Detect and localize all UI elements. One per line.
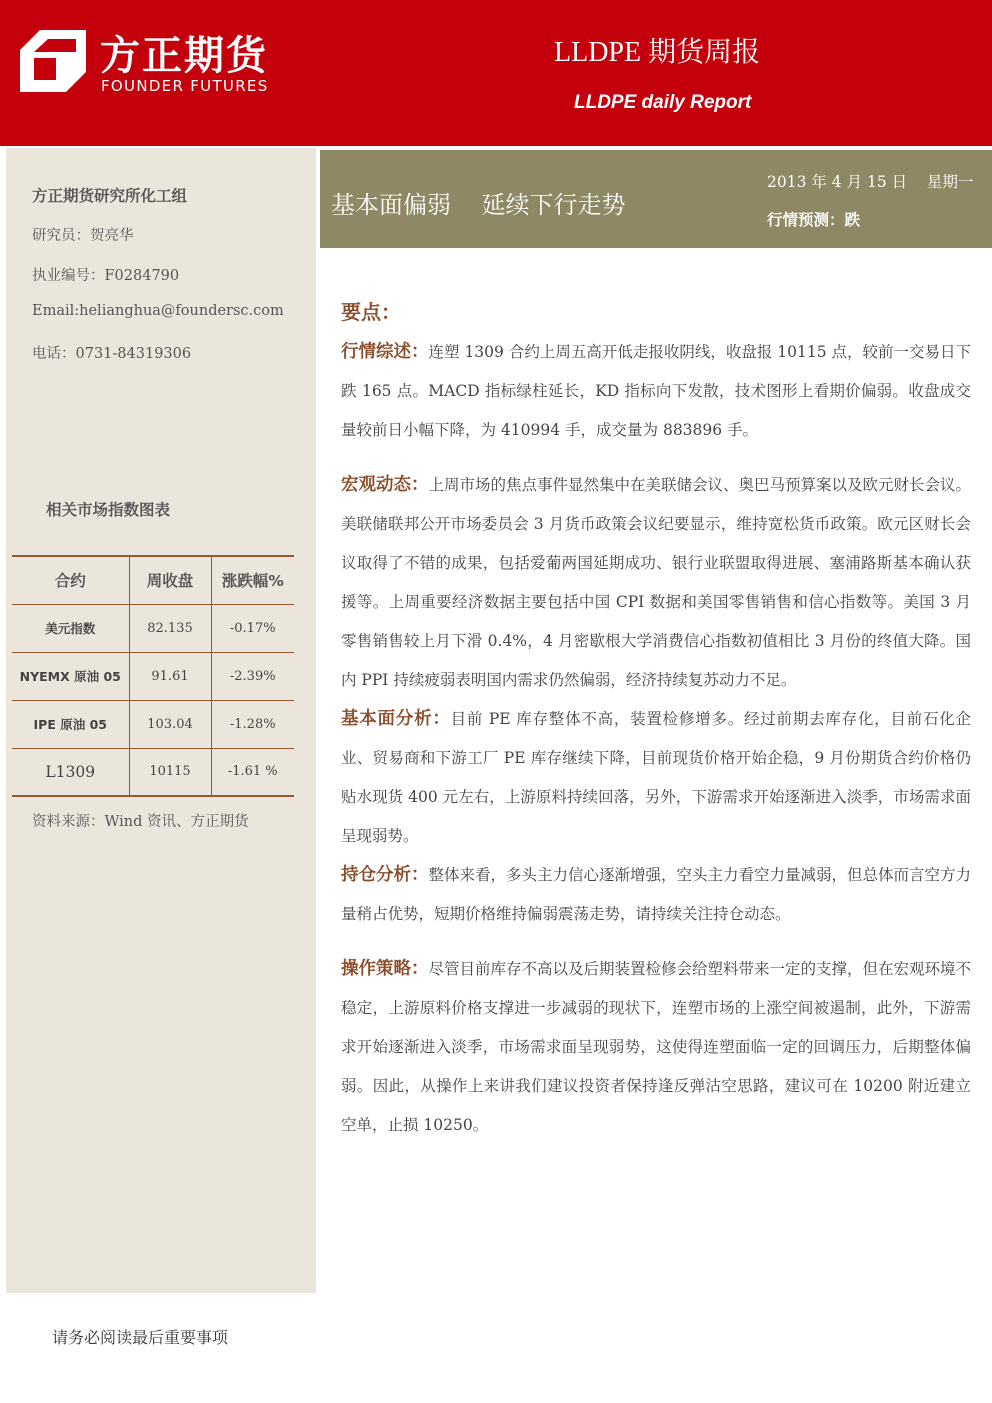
table-cell: -1.28% bbox=[211, 700, 294, 748]
trading-strategy-paragraph bbox=[341, 950, 971, 1145]
column-header: 合约 bbox=[12, 556, 129, 604]
table-cell: 103.04 bbox=[129, 700, 211, 748]
report-date: 2013 年 4 月 15 日 星期一 bbox=[767, 173, 974, 191]
research-group: 方正期货研究所化工组 bbox=[32, 187, 188, 205]
table-cell: -1.61 % bbox=[211, 748, 294, 796]
disclaimer-notice: 请务必阅读最后重要事项 bbox=[52, 1328, 229, 1347]
data-source-note: 资料来源：Wind 资讯、方正期货 bbox=[32, 814, 249, 830]
table-row bbox=[12, 604, 294, 652]
table-cell: L1309 bbox=[12, 748, 129, 796]
founder-logo-icon bbox=[20, 30, 86, 92]
fundamental-analysis-paragraph bbox=[341, 700, 971, 856]
section-text: 整体来看，多头主力信心逐渐增强，空头主力看空力量减弱，但总体而言空方力量稍占优势，短期价格维持偏弱震荡走势，请持续关注持仓动态。 bbox=[341, 866, 972, 923]
macro-news-paragraph bbox=[341, 466, 971, 700]
section-label: 行情综述： bbox=[341, 342, 429, 362]
table-row bbox=[12, 748, 294, 796]
table-row bbox=[12, 700, 294, 748]
table-header-row bbox=[12, 556, 294, 604]
report-subtitle: LLDPE daily Report bbox=[574, 92, 752, 113]
column-header: 涨跌幅% bbox=[211, 556, 294, 604]
section-label: 操作策略： bbox=[341, 959, 429, 979]
logo-english-name: FOUNDER FUTURES bbox=[101, 77, 269, 95]
market-index-table-title: 相关市场指数图表 bbox=[46, 501, 171, 519]
table-cell: 美元指数 bbox=[12, 604, 129, 652]
table-cell: -0.17% bbox=[211, 604, 294, 652]
position-analysis-paragraph bbox=[341, 856, 971, 934]
key-points-heading: 要点： bbox=[341, 300, 401, 324]
section-label: 基本面分析： bbox=[341, 709, 451, 729]
table-cell: -2.39% bbox=[211, 652, 294, 700]
table-cell: 91.61 bbox=[129, 652, 211, 700]
report-title: LLDPE 期货周报 bbox=[554, 37, 761, 68]
table-cell: 10115 bbox=[129, 748, 211, 796]
headline: 基本面偏弱 延续下行走势 bbox=[331, 191, 626, 219]
license-number: 执业编号：F0284790 bbox=[32, 268, 180, 284]
email-link[interactable]: Email:helianghua@foundersc.com bbox=[32, 303, 284, 319]
section-label: 持仓分析： bbox=[341, 865, 429, 885]
phone-number: 电话：0731-84319306 bbox=[32, 346, 192, 362]
main-content bbox=[341, 296, 971, 1145]
table-cell: IPE 原油 05 bbox=[12, 700, 129, 748]
report-header bbox=[0, 0, 992, 146]
table-cell: NYEMX 原油 05 bbox=[12, 652, 129, 700]
column-header: 周收盘 bbox=[129, 556, 211, 604]
market-index-table bbox=[12, 555, 294, 797]
market-forecast: 行情预测：跌 bbox=[767, 211, 861, 229]
table-row bbox=[12, 652, 294, 700]
section-text: 上周市场的焦点事件显然集中在美联储会议、奥巴马预算案以及欧元财长会议。美联储联邦公开市场委员会 3 月货币政策会议纪要显示，维持宽松货币政策。欧元区财长会议取得了不错的成果，包括爱葡两国延期成功、银行业联盟取得进展、塞浦路斯基本确认获援等。上周重要经济数据主要包括中国 CPI 数据和美国零售销售和信心指数等。美国 3 月零售销售较上月下滑 0.4%，4 月密歇根大学消费信心指数初值相比 3 月份的终值大降。国内 PPI 持续疲弱表明国内需求仍然偏弱，经济持续复苏动力不足。 bbox=[341, 476, 972, 689]
table-cell: 82.135 bbox=[129, 604, 211, 652]
section-label: 宏观动态： bbox=[341, 475, 429, 495]
researcher-name: 研究员：贺亮华 bbox=[32, 228, 134, 244]
section-text: 尽管目前库存不高以及后期装置检修会给塑料带来一定的支撑，但在宏观环境不稳定，上游原料价格支撑进一步减弱的现状下，连塑市场的上涨空间被遏制，此外，下游需求开始逐渐进入淡季，市场需求面呈现弱势，这使得连塑面临一定的回调压力，后期整体偏弱。因此，从操作上来讲我们建议投资者保持逢反弹沽空思路，建议可在 10200 附近建立空单，止损 10250。 bbox=[341, 960, 972, 1134]
section-text: 目前 PE 库存整体不高，装置检修增多。经过前期去库存化，目前石化企业、贸易商和下游工厂 PE 库存继续下降，目前现货价格开始企稳，9 月份期货合约价格仍贴水现货 400 元左右，上游原料持续回落，另外，下游需求开始逐渐进入淡季，市场需求面呈现弱势。 bbox=[341, 710, 971, 845]
section-text: 连塑 1309 合约上周五高开低走报收阴线，收盘报 10115 点，较前一交易日下跌 165 点。MACD 指标绿柱延长，KD 指标向下发散，技术图形上看期价偏弱。收盘成交量较前日小幅下降，为 410994 手，成交量为 883896 手。 bbox=[341, 343, 972, 439]
market-overview-paragraph bbox=[341, 333, 971, 450]
logo-chinese-name: 方正期货 bbox=[100, 33, 268, 79]
